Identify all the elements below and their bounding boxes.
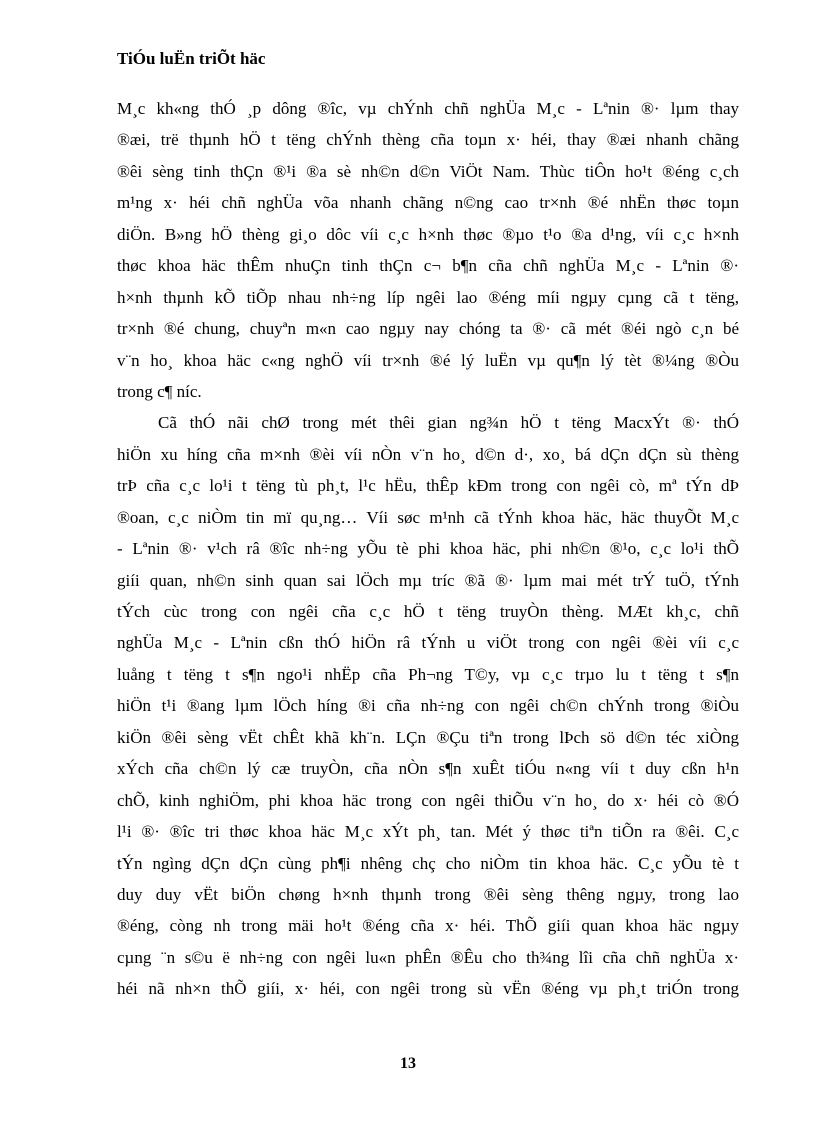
text-line: duy duy vËt biÖn chøng h×nh thµnh trong ®êi sèng thêng ngµy, trong lao	[117, 884, 739, 904]
text-line: hiÖn t¹i ®ang lµm lÖch híng ®i cña nh÷ng con ngêi ch©n chÝnh trong ®iÒu	[117, 696, 739, 716]
paragraph	[117, 407, 739, 1004]
text-line: ®æi, trë thµnh hÖ t tëng chÝnh thèng cña toµn x· héi, thay ®æi nhanh chãng	[117, 130, 739, 150]
text-line: diÖn. B»ng hÖ thèng gi¸o dôc víi c¸c h×nh thøc ®µo t¹o ®a d¹ng, víi c¸c h×nh	[117, 224, 739, 244]
text-line: nghÜa M¸c - Lªnin cßn thÓ hiÖn râ tÝnh u viÖt trong con ngêi ®èi víi c¸c	[117, 633, 739, 653]
text-line: tÝn ngìng dÇn dÇn cùng ph¶i nhêng chç cho niÒm tin khoa häc. C¸c yÕu tè t	[117, 853, 739, 873]
text-line: chÕ, kinh nghiÖm, phi khoa häc trong con ngêi thiÕu v¨n ho¸ do x· héi cò ®Ó	[117, 790, 739, 810]
text-line: cµng ¨n s©u ë nh÷ng con ngêi lu«n phÊn ®Êu cho th¾ng lîi cña chñ nghÜa x·	[117, 947, 739, 967]
text-line: l¹i ®· ®îc tri thøc khoa häc M¸c xÝt ph¸ tan. Mét ý thøc tiªn tiÕn ra ®êi. C¸c	[117, 822, 739, 842]
text-line: ®oan, c¸c niÒm tin mï qu¸ng… Víi søc m¹nh cã tÝnh khoa häc, häc thuyÕt M¸c	[117, 507, 739, 527]
text-line: Cã thÓ nãi chØ trong mét thêi gian ng¾n hÖ t tëng MacxÝt ®· thÓ	[158, 413, 739, 433]
paragraph	[117, 93, 739, 407]
text-line: trong c¶ níc.	[117, 381, 202, 401]
text-line: tr×nh ®é chung, chuyªn m«n cao ngµy nay chóng ta ®· cã mét ®éi ngò c¸n bé	[117, 319, 739, 339]
text-line: - Lªnin ®· v¹ch râ ®îc nh÷ng yÕu tè phi khoa häc, phi nh©n ®¹o, c¸c lo¹i thÕ	[117, 539, 739, 559]
text-line: thøc khoa häc thÊm nhuÇn tinh thÇn c¬ b¶n cña chñ nghÜa M¸c - Lªnin ®·	[117, 256, 739, 276]
text-line: trÞ cña c¸c lo¹i t tëng tù ph¸t, l¹c hËu, thÊp kÐm trong con ngêi cò, mª tÝn dÞ	[117, 476, 739, 496]
text-line: kiÖn ®êi sèng vËt chÊt khã kh¨n. LÇn ®Çu tiªn trong lÞch sö d©n téc xiÒng	[117, 727, 739, 747]
text-line: M¸c kh«ng thÓ ¸p dông ®îc, vµ chÝnh chñ nghÜa M¸c - Lªnin ®· lµm thay	[117, 99, 739, 118]
text-line: xÝch cña ch©n lý cæ truyÒn, cña nÒn s¶n xuÊt tiÓu n«ng víi t duy cßn h¹n	[117, 759, 739, 779]
text-line: luång t tëng t s¶n ngo¹i nhËp cña Ph¬ng T©y, vµ c¸c trµo lu t tëng t s¶n	[117, 664, 739, 684]
text-line: tÝch cùc trong con ngêi cña c¸c hÖ t tëng truyÒn thèng. MÆt kh¸c, chñ	[117, 602, 739, 621]
text-line: giíi quan, nh©n sinh quan sai lÖch mµ tríc ®ã ®· lµm mai mét trÝ tuÖ, tÝnh	[117, 570, 739, 590]
text-line: h×nh thµnh kÕ tiÕp nhau nh÷ng líp ngêi lao ®éng míi ngµy cµng cã t tëng,	[117, 287, 739, 307]
body-text	[117, 93, 739, 1005]
text-line: ®êi sèng tinh thÇn ®¹i ®a sè nh©n d©n ViÖt Nam. Thùc tiÔn ho¹t ®éng c¸ch	[117, 161, 739, 181]
text-line: ®éng, còng nh trong mäi ho¹t ®éng cña x· héi. ThÕ giíi quan khoa häc ngµy	[117, 916, 739, 936]
text-line: hiÖn xu híng cña m×nh ®èi víi nÒn v¨n ho¸ d©n d·, xo¸ bá dÇn dÇn sù thèng	[117, 444, 739, 464]
text-line: v¨n ho¸ khoa häc c«ng nghÖ víi tr×nh ®é lý luËn vµ qu¶n lý tèt ®¼ng ®Òu	[117, 350, 739, 370]
text-line: héi nã nh×n thÕ giíi, x· héi, con ngêi trong sù vËn ®éng vµ ph¸t triÓn trong	[117, 979, 739, 999]
page-number: 13	[400, 1055, 416, 1072]
text-line: m¹ng x· héi chñ nghÜa võa nhanh chãng n©ng cao tr×nh ®é nhËn thøc toµn	[117, 193, 739, 213]
running-header: TiÓu luËn triÕt häc	[117, 49, 266, 68]
